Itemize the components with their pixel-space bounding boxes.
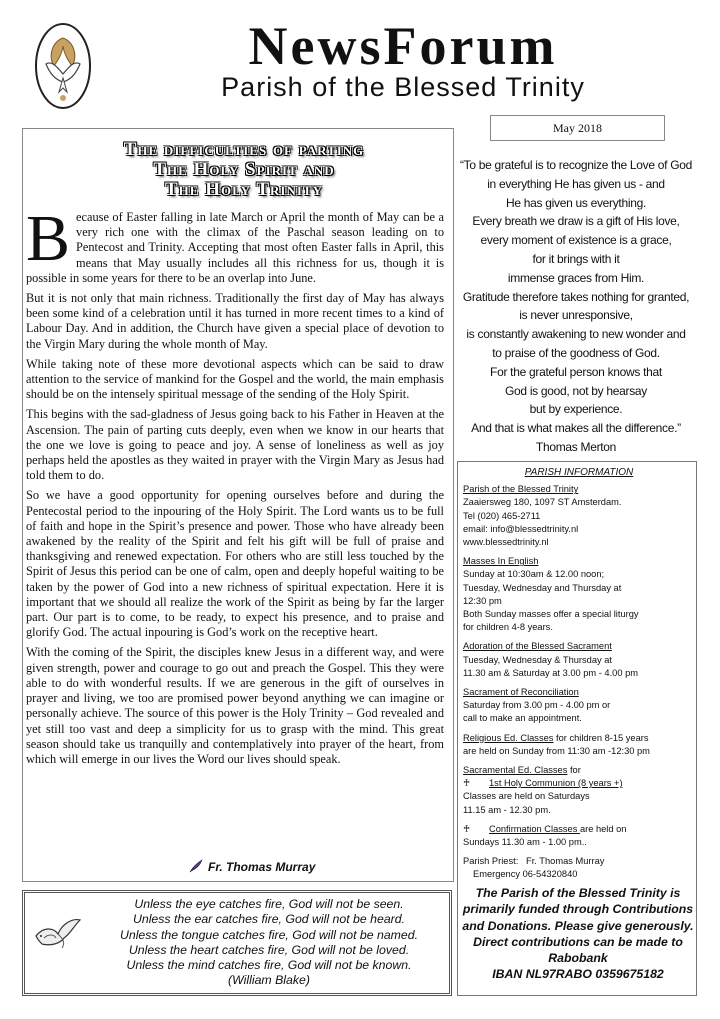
quote-line: “To be grateful is to recognize the Love of God [459,158,693,172]
religious-ed-line: are held on Sunday from 11:30 am -12:30 pm [463,745,650,756]
emergency-number: Emergency 06-54320840 [473,869,578,880]
parish-address: Zaaiersweg 180, 1097 ST Amsterdam. [463,497,622,508]
parish-email[interactable]: email: info@blessedtrinity.nl [463,523,579,534]
masses-line: Sunday at 10:30am & 12.00 noon; [463,569,605,580]
article-body [26,202,444,772]
quill-pen-icon [188,858,204,874]
masses-heading: Masses In English [463,556,539,567]
reconciliation-line: call to make an appointment. [463,713,582,724]
funding-line: The Parish of the Blessed Trinity is [475,886,681,900]
poem-author: (William Blake) [228,973,310,988]
funding-line: primarily funded through Contributions [462,902,694,917]
religious-ed-text: for children 8-15 years [553,732,649,743]
quote-line: God is good, not by hearsay [505,383,647,398]
quote-line: And that is what makes all the difference.” [471,421,681,436]
quote-line: He has given us everything. [506,195,646,210]
poem-line: Unless the tongue catches fire, God will not be named. [119,927,419,942]
quote-line: every moment of existence is a grace, [480,233,672,248]
masthead-title: NewsForum [248,16,558,76]
quote-line: Gratitude therefore takes nothing for granted, [462,289,690,304]
merton-quote [456,156,696,457]
parish-priest-line [463,855,695,868]
poem-line: Unless the mind catches fire, God will not be known. [126,958,412,973]
quote-line: but by experience. [529,402,623,417]
sacramental-ed-heading: Sacramental Ed. Classes [463,765,568,776]
poem-line: Unless the heart catches fire, God will not be loved. [128,942,410,957]
drop-cap: B [26,202,71,275]
article-paragraph [26,202,444,286]
parish-priest-name: Fr. Thomas Murray [526,856,605,867]
quote-line: in everything He has given us - and [487,176,665,191]
reconciliation-heading: Sacrament of Reconciliation [463,687,579,698]
parish-priest-label: Parish Priest: [463,856,519,867]
quote-line: immense graces from Him. [507,270,645,285]
quote-line: to praise of the goodness of God. [492,345,660,360]
issue-date: May 2018 [490,115,665,141]
quote-line: Every breath we draw is a gift of His love, [472,214,680,229]
confirmation-label: Confirmation Classes [489,823,580,834]
poem-line: Unless the ear catches fire, God will not be heard. [132,912,406,927]
article-paragraph: This begins with the sad-gladness of Jesus going back to his Father in Heaven at the Ascension. The pain of parting cuts deeply, even when we know in our hearts that the one we love is going to peace and joy. A sense of loneliness as well as joy perhaps held the apostles as they waited in prayer with the Virgin Mary as Jesus had told them to do. [26,407,444,483]
adoration-line: 11.30 am & Saturday at 3.00 pm - 4.00 pm [463,667,639,678]
quote-author: Thomas Merton [535,439,617,454]
parish-telephone: Tel (020) 465-2711 [463,510,541,521]
religious-ed-heading: Religious Ed. Classes [463,732,554,743]
reconciliation-line: Saturday from 3.00 pm - 4.00 pm or [463,700,611,711]
communion-detail: Classes are held on Saturdays [463,791,590,802]
confirmation-line [463,823,695,836]
cross-icon: ♰ [463,778,470,789]
article-signature: Fr. Thomas Murray [208,860,316,874]
article-title-line: The Holy Trinity [165,179,323,200]
dove-icon [32,908,82,958]
masses-line: Both Sunday masses offer a special liturgy [463,609,639,620]
masthead-subtitle: Parish of the Blessed Trinity [221,72,585,102]
parish-info-title: PARISH INFORMATION [524,467,634,478]
funding-notice [462,885,694,983]
confirmation-detail: Sundays 11.30 am - 1.00 pm.. [463,837,587,848]
parish-name: Parish of the Blessed Trinity [463,484,579,495]
masses-line: Tuesday, Wednesday and Thursday at [463,582,622,593]
communion-line [463,777,695,790]
article-title-line: The Holy Spirit and [153,159,335,180]
communion-detail: 11.15 am - 12.30 pm. [463,804,551,815]
funding-line: Rabobank [548,951,608,966]
confirmation-text: are held on [579,823,627,834]
article-title [54,140,434,200]
article-paragraph-text: ecause of Easter falling in late March or April the month of May can be a very rich one with the climax of the Paschal season leading on to Pentecost and Trinity. Accepting that most often Easter falls in April, this means that May usually includes all this richness for us, though it is possible in some years for there to be an overlap into June. [26,210,444,285]
adoration-heading: Adoration of the Blessed Sacrament [463,641,612,652]
quote-line: is constantly awakening to new wonder and [466,327,686,342]
funding-iban: IBAN NL97RABO 0359675182 [492,967,664,982]
communion-label: 1st Holy Communion (8 years +) [489,778,623,789]
poem-line: Unless the eye catches fire, God will not be seen. [134,897,404,911]
dove-flame-logo-icon [32,20,94,112]
religious-ed-line [463,732,695,745]
quote-line: For the grateful person knows that [490,364,662,379]
parish-website[interactable]: www.blessedtrinity.nl [463,537,549,548]
parish-info [463,466,695,882]
sacramental-ed-text: for [567,765,581,776]
article-paragraph: So we have a good opportunity for opening ourselves before and during the Pentecostal period to the inpouring of the Holy Spirit. The Lord wants us to be full of faith and hope in the Spirit’s presence and power. Those who have already been awakened by the reality of the Spirit and felt his gift will be full of praise and thanksgiving and renewed expectation. For others who are still less touched by the Spirit of Jesus this period can be one of calm, open and deeply hopeful waiting to be taken by the power of God into a new richness of spiritual expectation. Here it is important that we should all realize the work of the Spirit as being by far the larger part. Our part is to come, to be ready, to expect his presence, and to praise and glorify God. The actual inpouring is God’s work on the receptive heart. [26,488,444,640]
blake-poem [84,897,454,989]
masses-line: for children 4-8 years. [463,622,553,633]
quote-line: is never unresponsive, [519,308,633,323]
quote-line: for it brings with it [532,251,620,266]
article-paragraph: With the coming of the Spirit, the disciples knew Jesus in a different way, and were given strength, power and courage to go out and preach the Gospel. This they were able to do with wonderful results. If we are generous in the gift of ourselves in prayer and living, we too are promised power beyond anything we can imagine or personally achieve. The source of this power is the Holy Trinity – God revealed and yet still too vast and deep a simplicity for us to grasp with the mind. This great season should take us tranquilly and contemplatively into prayer of the heart, from which will emerge in our lives the Word our lives should speak. [26,645,444,766]
sacramental-ed-line [463,764,695,777]
article-paragraph: But it is not only that main richness. Traditionally the first day of May has always been some kind of a celebration until it has turned in more recent times to a kind of Labour Day. And in addition, the Church have given a special place of devotion to the Virgin Mary during the whole month of May. [26,291,444,351]
cross-icon: ♰ [463,823,470,834]
article-title-line: The difficulties of parting [123,139,365,160]
funding-line: Direct contributions can be made to [473,934,683,949]
article-paragraph: While taking note of these more devotional aspects which can be said to draw attention to the service of mankind for the Gospel and the world, the main emphasis should be on the intensely spiritual message of the sending of the Holy Spirit. [26,356,444,402]
masses-line: 12:30 pm [463,595,502,606]
funding-line: and Donations. Please give generously. [462,918,694,933]
adoration-line: Tuesday, Wednesday & Thursday at [463,654,613,665]
